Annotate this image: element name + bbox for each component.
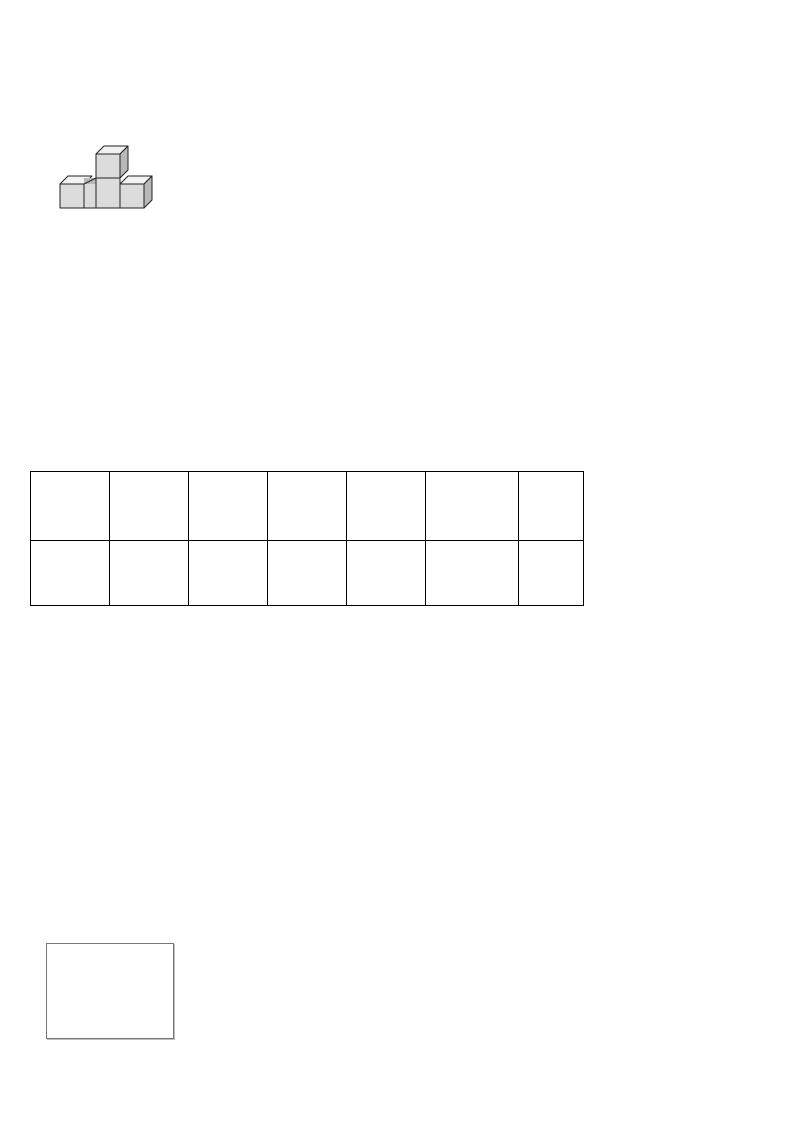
count-cell — [426, 541, 519, 606]
bar-chart[interactable] — [40, 642, 340, 802]
count-cell — [268, 541, 347, 606]
table-row-counts — [31, 541, 584, 606]
cube-stack-figure — [58, 140, 162, 216]
program-cell — [426, 472, 519, 541]
table-row-programs — [31, 472, 584, 541]
program-cell — [110, 472, 189, 541]
count-cell — [347, 541, 426, 606]
rectangle-paper-figure — [46, 943, 174, 1039]
program-cell — [189, 472, 268, 541]
row-header-count — [31, 541, 110, 606]
tv-program-table — [30, 471, 584, 606]
row-header-program — [31, 472, 110, 541]
program-cell — [347, 472, 426, 541]
count-cell — [189, 541, 268, 606]
program-cell — [268, 472, 347, 541]
front-view-grid — [175, 87, 317, 232]
left-view-grid — [456, 87, 597, 232]
count-cell — [110, 541, 189, 606]
program-cell — [519, 472, 584, 541]
top-view-grid — [316, 87, 457, 232]
count-cell — [519, 541, 584, 606]
